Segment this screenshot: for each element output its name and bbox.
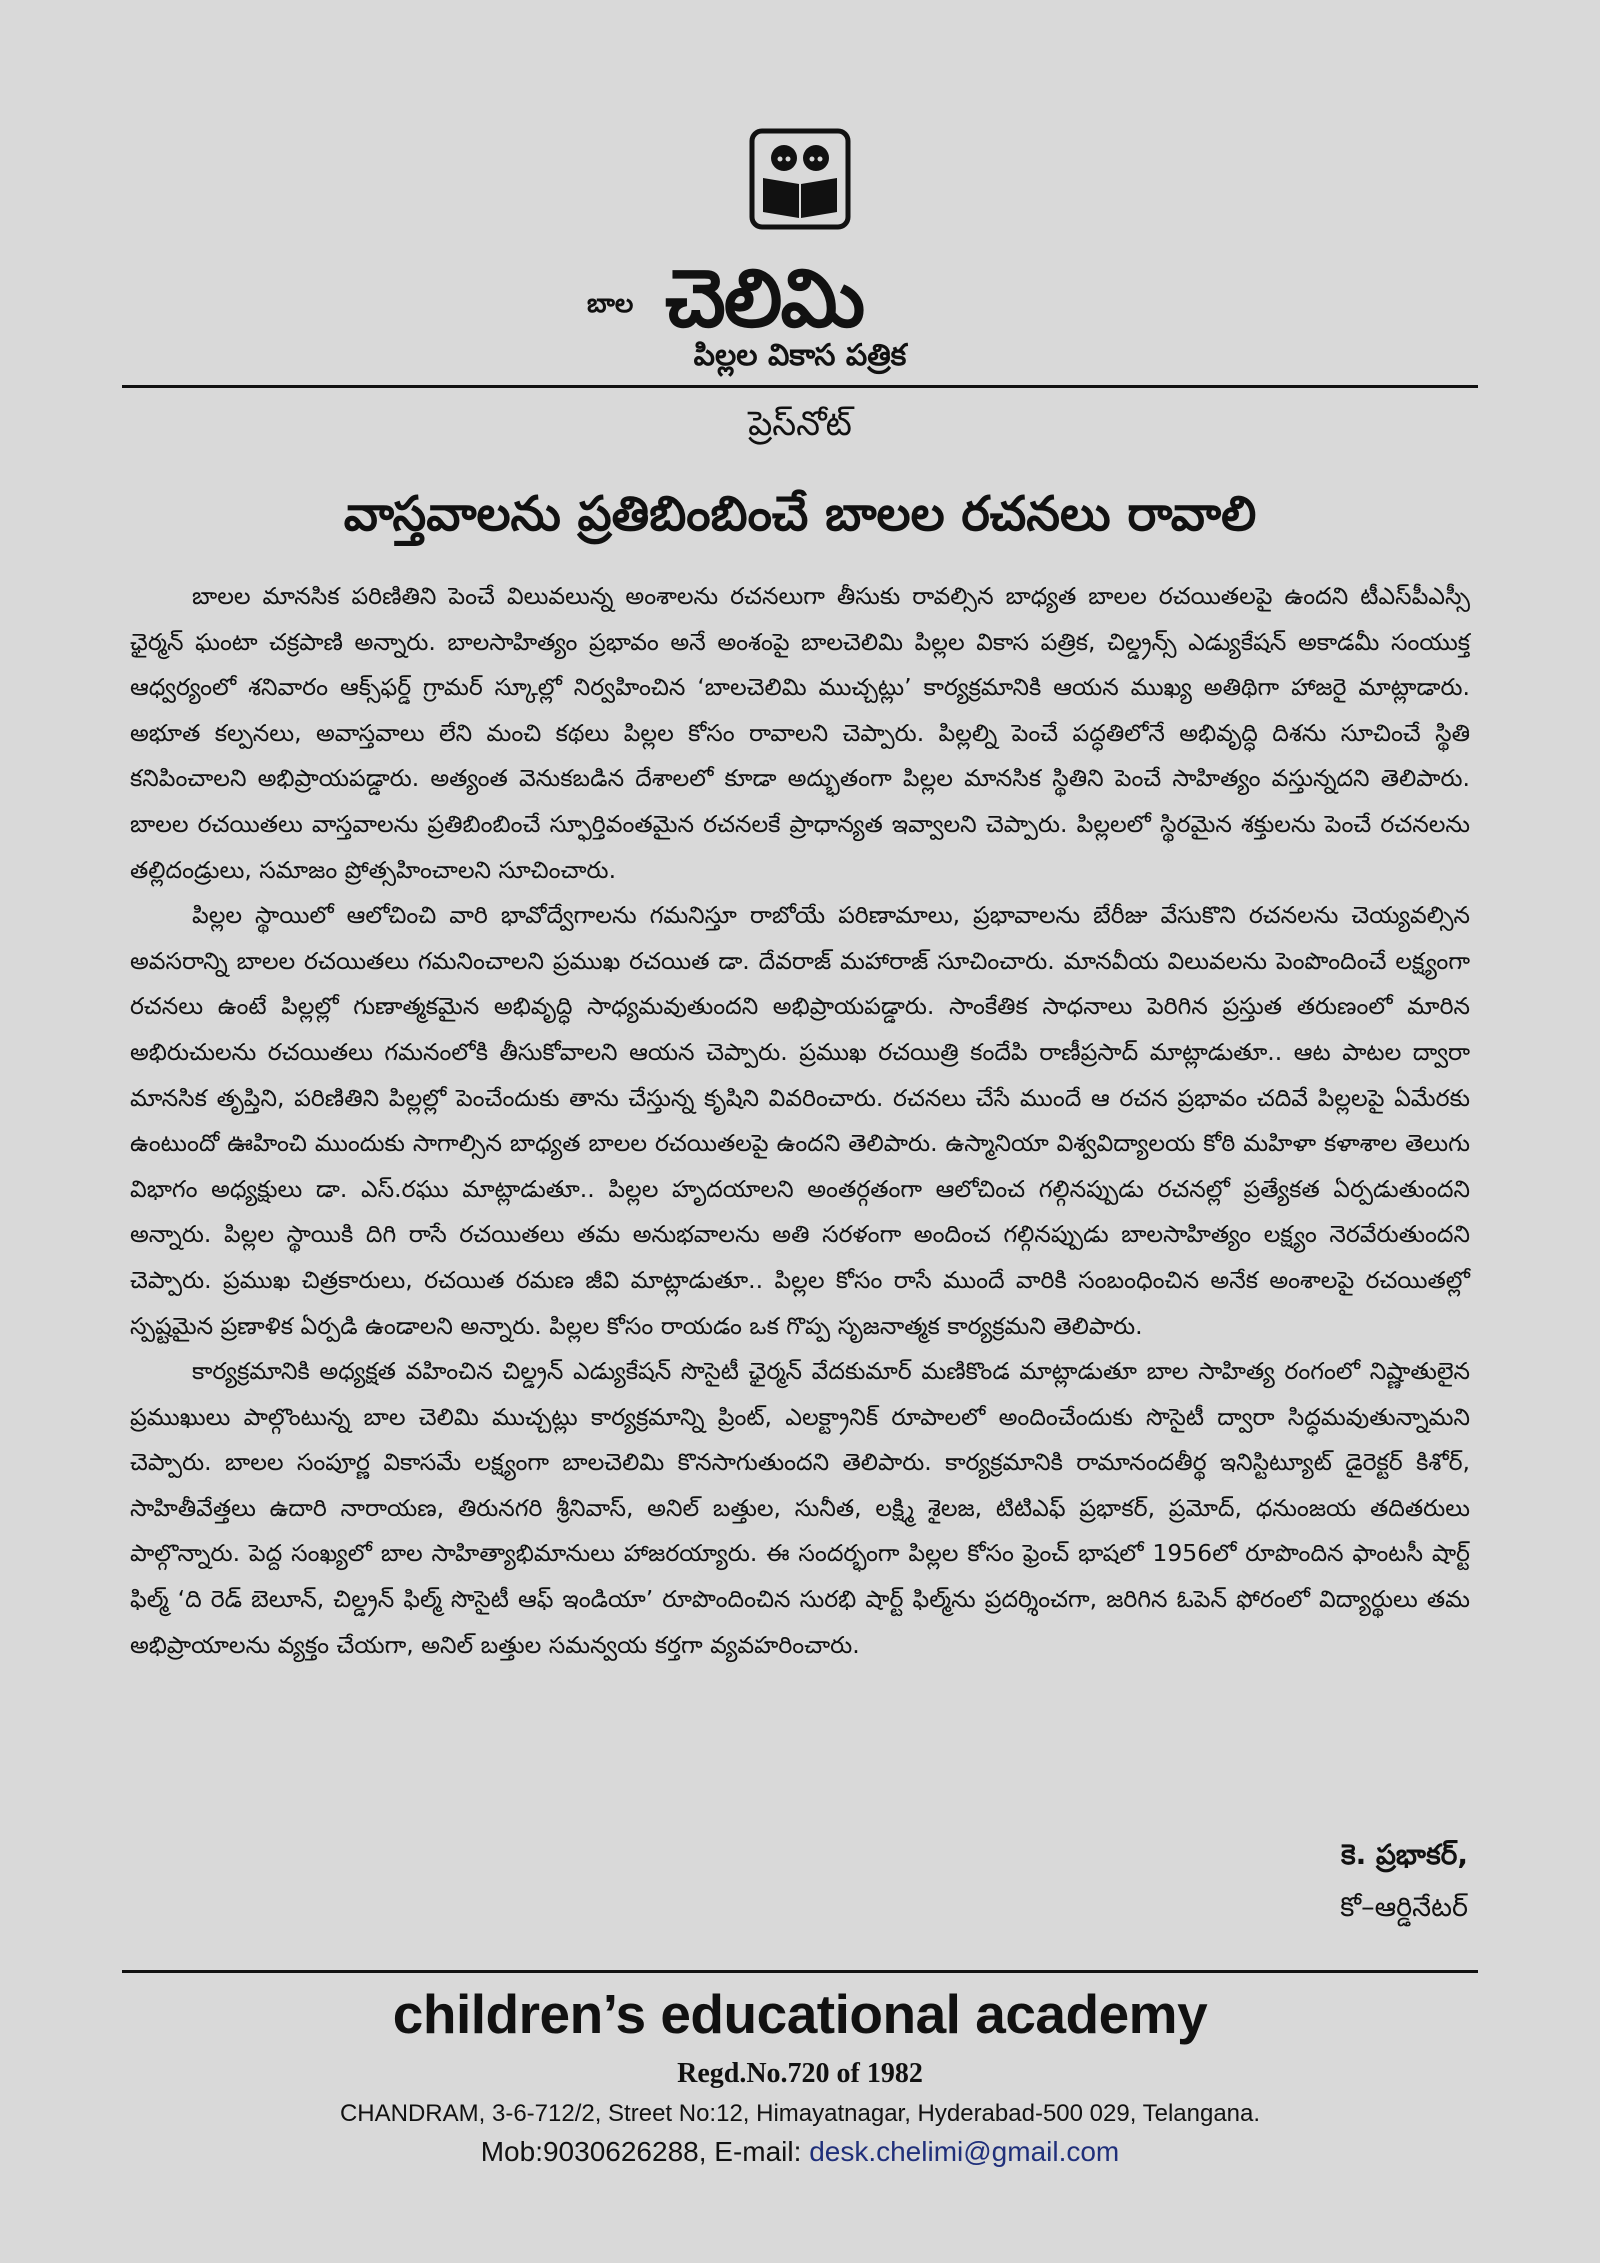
email-link[interactable]: desk.chelimi@gmail.com bbox=[809, 2136, 1120, 2167]
organization-name: children’s educational academy bbox=[392, 1983, 1208, 2045]
brand-tagline: పిల్లల వికాస పత్రిక bbox=[693, 338, 907, 373]
contact-line bbox=[0, 2136, 1600, 2168]
address: CHANDRAM, 3-6-712/2, Street No:12, Himayatnagar, Hyderabad-500 029, Telangana. bbox=[339, 2100, 1261, 2127]
reading-children-logo-icon bbox=[749, 128, 851, 230]
header-divider bbox=[122, 385, 1478, 388]
footer-divider bbox=[122, 1970, 1478, 1973]
registration-number: Regd.No.720 of 1982 bbox=[677, 2058, 923, 2089]
paragraph-1: బాలల మానసిక పరిణితిని పెంచే విలువలున్న అంశాలను రచనలుగా తీసుకు రావల్సిన బాధ్యత బాలల రచయితలపై ఉందని టీఎస్‌పీఎస్సీ ఛైర్మన్ ఘంటా చక్రపాణి అన్నారు. బాలసాహిత్యం ప్రభావం అనే అంశంపై బాలచెలిమి పిల్లల వికాస పత్రిక, చిల్డ్రన్స్ ఎడ్యుకేషన్ అకాడమీ సంయుక్త ఆధ్వర్యంలో శనివారం ఆక్స్‌ఫర్డ్ గ్రామర్ స్కూల్లో నిర్వహించిన ‘బాలచెలిమి ముచ్చట్లు’ కార్యక్రమానికి ఆయన ముఖ్య అతిథిగా హాజరై మాట్లాడారు. అభూత కల్పనలు, అవాస్తవాలు లేని మంచి కథలు పిల్లల కోసం రావాలని చెప్పారు. పిల్లల్ని పెంచే పద్ధతిలోనే అభివృద్ధి దిశను సూచించే స్థితి కనిపించాలని అభిప్రాయపడ్డారు. అత్యంత వెనుకబడిన దేశాలలో కూడా అద్భుతంగా పిల్లల మానసిక స్థితిని పెంచే సాహిత్యం వస్తున్నదని తెలిపారు. బాలల రచయితలు వాస్తవాలను ప్రతిబింబించే స్ఫూర్తివంతమైన రచనలకే ప్రాధాన్యత ఇవ్వాలని చెప్పారు. పిల్లలలో స్థిరమైన శక్తులను పెంచే రచనలను తల్లిదండ్రులు, సమాజం ప్రోత్సహించాలని సూచించారు. bbox=[130, 582, 1470, 884]
paragraph-2: పిల్లల స్థాయిలో ఆలోచించి వారి భావోద్వేగాలను గమనిస్తూ రాబోయే పరిణామాలు, ప్రభావాలను బేరీజు వేసుకొని రచనలను చెయ్యవల్సిన అవసరాన్ని బాలల రచయితలు గమనించాలని ప్రముఖ రచయిత డా. దేవరాజ్ మహారాజ్ సూచించారు. మానవీయ విలువలను పెంపొందించే లక్ష్యంగా రచనలు ఉంటే పిల్లల్లో గుణాత్మకమైన అభివృద్ధి సాధ్యమవుతుందని అభిప్రాయపడ్డారు. సాంకేతిక సాధనాలు పెరిగిన ప్రస్తుత తరుణంలో మారిన అభిరుచులను రచయితలు గమనంలోకి తీసుకోవాలని ఆయన చెప్పారు. ప్రముఖ రచయిత్రి కందేపి రాణీప్రసాద్ మాట్లాడుతూ.. ఆట పాటల ద్వారా మానసిక తృప్తిని, పరిణితిని పిల్లల్లో పెంచేందుకు తాను చేస్తున్న కృషిని వివరించారు. రచనలు చేసే ముందే ఆ రచన ప్రభావం చదివే పిల్లలపై ఏమేరకు ఉంటుందో ఊహించి ముందుకు సాగాల్సిన బాధ్యత బాలల రచయితలపై ఉందని తెలిపారు. ఉస్మానియా విశ్వవిద్యాలయ కోఠి మహిళా కళాశాల తెలుగు విభాగం అధ్యక్షులు డా. ఎస్.రఘు మాట్లాడుతూ.. పిల్లల హృదయాలని అంతర్గతంగా ఆలోచించ గల్గినప్పుడు రచనల్లో ప్రత్యేకత ఏర్పడుతుందని అన్నారు. పిల్లల స్థాయికి దిగి రాసే రచయితలు తమ అనుభవాలను అతి సరళంగా అందించ గల్గినప్పుడు బాలసాహిత్యం లక్ష్యం నెరవేరుతుందని చెప్పారు. ప్రముఖ చిత్రకారులు, రచయిత రమణ జీవి మాట్లాడుతూ.. పిల్లల కోసం రాసే ముందే వారికి సంబంధించిన అనేక అంశాలపై రచయితల్లో స్పష్టమైన ప్రణాళిక ఏర్పడి ఉండాలని అన్నారు. పిల్లల కోసం రాయడం ఒక గొప్ప సృజనాత్మక కార్యక్రమని తెలిపారు. bbox=[130, 901, 1470, 1340]
brand-name: చెలిమి bbox=[665, 252, 864, 345]
headline: వాస్తవాలను ప్రతిబింబించే బాలల రచనలు రావాలి bbox=[343, 486, 1257, 542]
paragraph-3: కార్యక్రమానికి అధ్యక్షత వహించిన చిల్డ్రన్ ఎడ్యుకేషన్ సొసైటీ ఛైర్మన్ వేదకుమార్ మణికొండ మాట్లాడుతూ బాల సాహిత్య రంగంలో నిష్ణాతులైన ప్రముఖులు పాల్గొంటున్న బాల చెలిమి ముచ్చట్లు కార్యక్రమాన్ని ప్రింట్, ఎలక్ట్రానిక్ రూపాలలో అందించేందుకు సొసైటీ ద్వారా సిద్ధమవుతున్నామని చెప్పారు. బాలల సంపూర్ణ వికాసమే లక్ష్యంగా బాలచెలిమి కొనసాగుతుందని తెలిపారు. కార్యక్రమానికి రామానందతీర్థ ఇనిస్టిట్యూట్ డైరెక్టర్ కిశోర్, సాహితీవేత్తలు ఉదారి నారాయణ, తిరునగరి శ్రీనివాస్, అనిల్ బత్తుల, సునీత, లక్ష్మి శైలజ, టిటిఎఫ్ ప్రభాకర్, ప్రమోద్, ధనుంజయ తదితరులు పాల్గొన్నారు. పెద్ద సంఖ్యలో బాల సాహిత్యాభిమానులు హాజరయ్యారు. ఈ సందర్భంగా పిల్లల కోసం ఫ్రెంచ్ భాషలో 1956లో రూపొందిన ఫాంటసీ షార్ట్ ఫిల్మ్ ‘ది రెడ్ బెలూన్, చిల్డ్రన్ ఫిల్మ్ సొసైటీ ఆఫ్ ఇండియా’ రూపొందించిన సురభి షార్ట్ ఫిల్మ్‌ను ప్రదర్శించగా, జరిగిన ఓపెన్ ఫోరంలో విద్యార్థులు తమ అభిప్రాయాలను వ్యక్తం చేయగా, అనిల్ బత్తుల సమన్వయ కర్తగా వ్యవహరించారు. bbox=[130, 1357, 1470, 1659]
signature-name: కె. ప్రభాకర్, bbox=[1341, 1838, 1468, 1871]
brand-prefix: బాల bbox=[587, 289, 634, 319]
press-note-label: ప్రెస్‌నోట్ bbox=[748, 404, 852, 444]
brand-wordmark bbox=[587, 238, 1007, 345]
mobile-number: 9030626288 bbox=[542, 2136, 699, 2167]
email-label: , E-mail: bbox=[698, 2136, 810, 2167]
masthead-logo bbox=[0, 128, 1600, 234]
article-body bbox=[130, 574, 1470, 1668]
signature-role: కో–ఆర్డినేటర్ bbox=[1340, 1892, 1468, 1923]
mobile-label: Mob: bbox=[480, 2136, 543, 2167]
